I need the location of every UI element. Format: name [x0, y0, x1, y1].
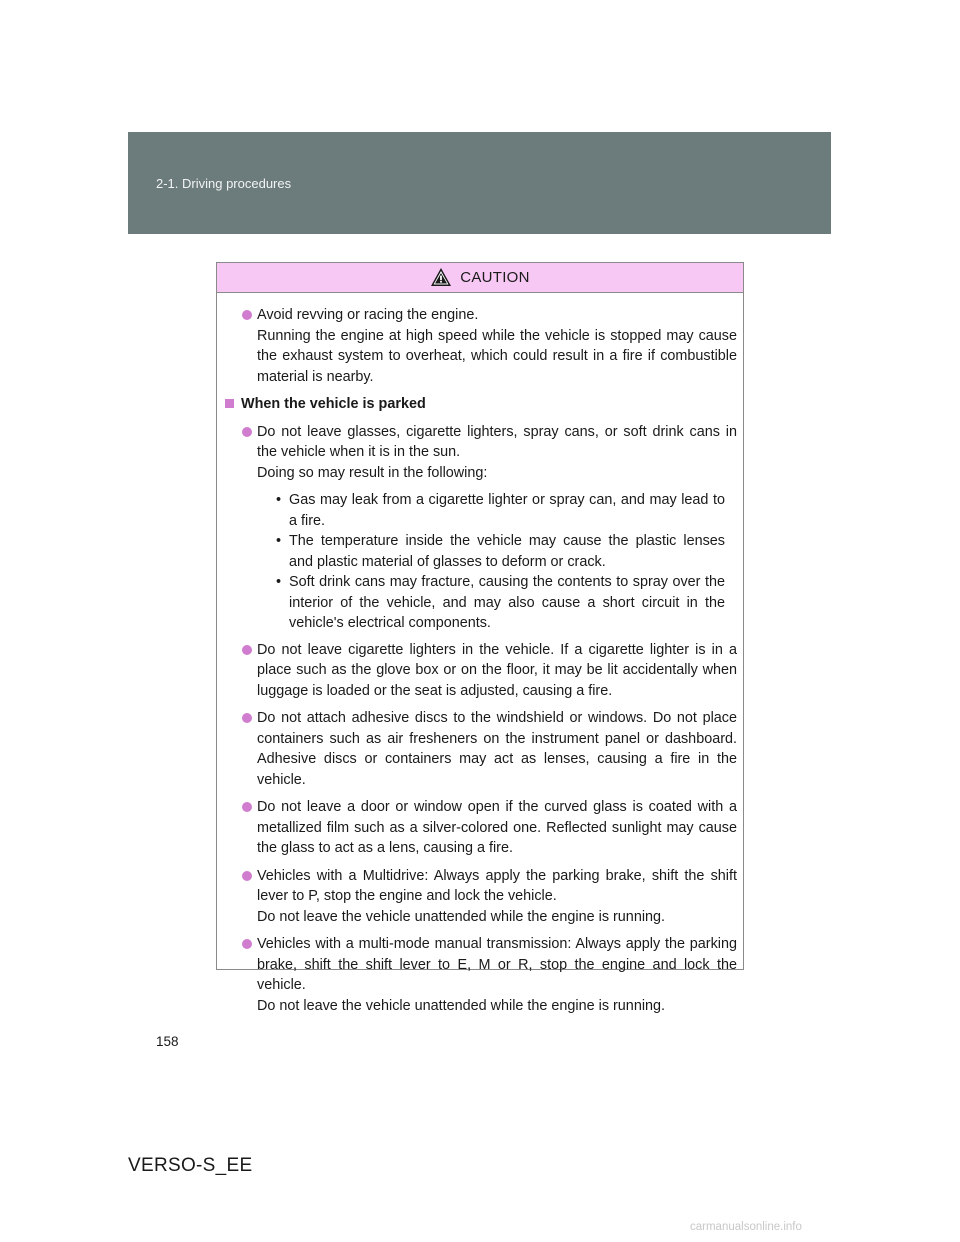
warning-icon	[430, 267, 452, 287]
list-item: Do not leave cigarette lighters in the vehicle. If a cigarette lighter is in a place such as the glove box or on the floor, it may be lit accidentally when luggage is loaded or the seat is adjusted, causing a fire.	[241, 640, 737, 702]
bullet-dot-icon	[242, 713, 252, 723]
list-item: Avoid revving or racing the engine. Running the engine at high speed while the vehicle is stopped may cause the exhaust system to overheat, which could result in a fire if combustible material is nearby.	[241, 305, 737, 387]
list-item: Vehicles with a Multidrive: Always apply the parking brake, shift the shift lever to P, stop the engine and lock the vehicle. Do not leave the vehicle unattended while the engine is running.	[241, 866, 737, 928]
bullet-dot-icon	[242, 939, 252, 949]
bullet-dot-icon	[242, 802, 252, 812]
list-item: Do not attach adhesive discs to the windshield or windows. Do not place containers such as air fresheners on the instrument panel or dashboard. Adhesive discs or containers may act as lenses, causing a fire in the vehicle.	[241, 708, 737, 790]
header-band	[128, 132, 831, 234]
sub-bullet: • Soft drink cans may fracture, causing the contents to spray over the interior of the vehicle, and may also cause a short circuit in the vehicle's electrical components.	[276, 574, 725, 631]
bullet-dot-icon	[242, 310, 252, 320]
list-item: Do not leave glasses, cigarette lighters, spray cans, or soft drink cans in the vehicle when it is in the sun. Doing so may result in the following: • Gas may leak from a cigarette lighter or spray can, and may lead to a fire. • The temperature inside the vehicle may cause the plastic lenses and plastic material of glasses to deform or crack. • Soft drink cans may fracture, causing the contents to spray over the interior of the vehicle, and may also cause a short circuit in the vehicle's electrical components.	[241, 422, 737, 634]
list-item: Do not leave a door or window open if the curved glass is coated with a metallized film such as a silver-colored one. Reflected sunlight may cause the glass to act as a lens, causing a fire.	[241, 797, 737, 859]
section-title: 2-1. Driving procedures	[156, 176, 292, 191]
caution-title: CAUTION	[460, 269, 530, 286]
caution-box	[216, 262, 744, 1014]
caution-header	[217, 263, 743, 293]
bullet-dot-icon	[242, 871, 252, 881]
sub-bullet-list	[257, 490, 737, 634]
list-item: Vehicles with a multi-mode manual transmission: Always apply the parking brake, shift the shift lever to E, M or R, stop the engine and lock the vehicle. Do not leave the vehicle unattended while the engine is running.	[241, 934, 737, 1016]
footer-code: VERSO-S_EE	[128, 1155, 253, 1176]
bullet-dot-icon	[242, 645, 252, 655]
section-heading: When the vehicle is parked	[225, 394, 737, 415]
square-bullet-icon	[225, 399, 234, 408]
sub-bullet: • Gas may leak from a cigarette lighter or spray can, and may lead to a fire.	[276, 492, 725, 529]
sub-bullet: • The temperature inside the vehicle may cause the plastic lenses and plastic material of glasses to deform or crack.	[276, 533, 725, 570]
watermark: carmanualsonline.info	[690, 1221, 802, 1233]
bullet-dot-icon	[242, 427, 252, 437]
caution-body	[217, 293, 743, 1016]
page-number: 158	[156, 1034, 179, 1049]
